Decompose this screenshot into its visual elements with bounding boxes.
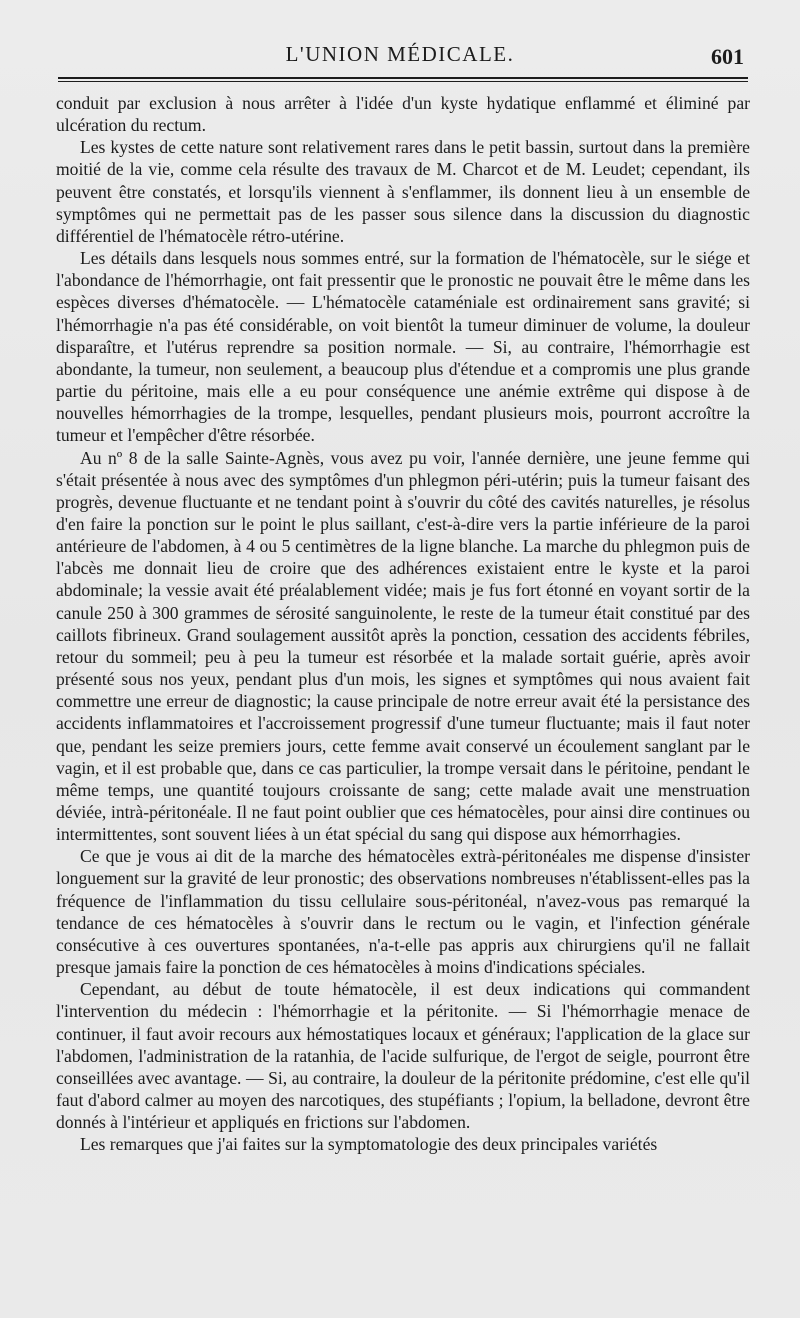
paragraph-kystes: Les kystes de cette nature sont relativement rares dans le petit bassin, surtout dans la première moitié de la vie, comme cela résulte des travaux de M. Charcot et de M. Leudet; cependant, ils peuvent être constatés, et lorsqu'ils viennent à s'enflammer, ils donnent lieu à un ensemble de symptômes qui ne permettait pas de les passer sous silence dans la discussion du diagnostic différentiel de l'hématocèle rétro-utérine. [56, 137, 750, 246]
page-number: 601 [711, 44, 744, 69]
paragraph-pronostic: Les détails dans lesquels nous sommes entré, sur la formation de l'hématocèle, sur le siége et l'abondance de l'hémorrhagie, ont fait pressentir que le pronostic ne pouvait être le même dans les espèces diverses d'hématocèle. — L'hématocèle cataméniale est ordinairement sans gravité; si l'hémorrhagie n'a pas été considérable, on voit bientôt la tumeur diminuer de volume, la douleur disparaître, et l'utérus reprendre sa position normale. — Si, au contraire, l'hémorrhagie est abondante, la tumeur, non seulement, a beaucoup plus d'étendue et a compromis une plus grande partie du péritoine, mais elle a eu pour conséquence une anémie extrême qui dispose à de nouvelles hémorrhagies de la trompe, lesquelles, pendant plusieurs mois, pourront accroître la tumeur et l'empêcher d'être résorbée. [56, 248, 750, 446]
paragraph-extra-peritoneales: Ce que je vous ai dit de la marche des hématocèles extrà-péritonéales me dispense d'insister longuement sur la gravité de leur pronostic; des observations nombreuses n'établissent-elles pas la fréquence de l'inflammation du tissu cellulaire sous-péritonéal, n'avez-vous pas remarqué la tendance de ces hématocèles à s'ouvrir dans le rectum ou le vagin, et l'infection générale consécutive à ces ouvertures spontanées, n'a-t-elle pas appris aux chirurgiens qu'il ne fallait presque jamais faire la ponction de ces hématocèles à moins d'indications spéciales. [56, 846, 750, 978]
header-rule [58, 77, 748, 79]
running-title: L'UNION MÉDICALE. [285, 42, 515, 66]
running-head [0, 42, 800, 70]
header-rule-thin [58, 81, 748, 82]
paragraph-case-sainte-agnes: Au nº 8 de la salle Sainte-Agnès, vous avez pu voir, l'année dernière, une jeune femme qui s'était présentée à nous avec des symptômes d'un phlegmon péri-utérin; puis la tumeur faisant des progrès, devenue fluctuante et ne tendant point à s'ouvrir du côté des cavités naturelles, je résolus d'en faire la ponction sur le point le plus saillant, c'est-à-dire vers la partie inférieure de la paroi antérieure de l'abdomen, à 4 ou 5 centimètres de la ligne blanche. La marche du phlegmon puis de l'abcès me donnait lieu de croire que des adhérences existaient entre le kyste et la paroi abdominale; la vessie avait été préalablement vidée; mais je fus fort étonné en voyant sortir de la canule 250 à 300 grammes de sérosité sanguinolente, le reste de la tumeur était constitué par des caillots fibrineux. Grand soulagement aussitôt après la ponction, cessation des accidents fébriles, retour du sommeil; peu à peu la tumeur est résorbée et la malade sortait guérie, après avoir présenté sous nos yeux, pendant plus d'un mois, les signes et symptômes qui nous avaient fait commettre une erreur de diagnostic; la cause principale de notre erreur avait été la persistance des accidents inflammatoires et l'accroissement progressif d'une tumeur fluctuante; mais il faut noter que, pendant les seize premiers jours, cette femme avait conservé un écoulement sanglant par le vagin, et il est probable que, dans ce cas particulier, la trompe versait dans le péritoine, pendant le même temps, une quantité toujours croissante de sang; cette malade avait une menstruation déviée, intrà-péritonéale. Il ne faut point oublier que ces hématocèles, pour ainsi dire continues ou intermittentes, sont souvent liées à un état spécial du sang qui dispose aux hémorrhagies. [56, 447, 750, 845]
paragraph-indications: Cependant, au début de toute hématocèle, il est deux indications qui commandent l'intervention du médecin : l'hémorrhagie et la péritonite. — Si l'hémorrhagie menace de continuer, il faut avoir recours aux hémostatiques locaux et généraux; l'application de la glace sur l'abdomen, l'administration de la ratanhia, de l'acide sulfurique, de l'ergot de seigle, pourront être conseillées avec avantage. — Si, au contraire, la douleur de la péritonite prédomine, c'est elle qu'il faut d'abord calmer au moyen des narcotiques, des stupéfiants ; l'opium, la belladone, devront être donnés à l'intérieur et appliqués en frictions sur l'abdomen. [56, 979, 750, 1133]
paragraph-continuation: conduit par exclusion à nous arrêter à l'idée d'un kyste hydatique enflammé et éliminé par ulcération du rectum. [56, 93, 750, 136]
paragraph-remarques: Les remarques que j'ai faites sur la symptomatologie des deux principales variétés [80, 1134, 658, 1155]
body-text [56, 92, 750, 1156]
